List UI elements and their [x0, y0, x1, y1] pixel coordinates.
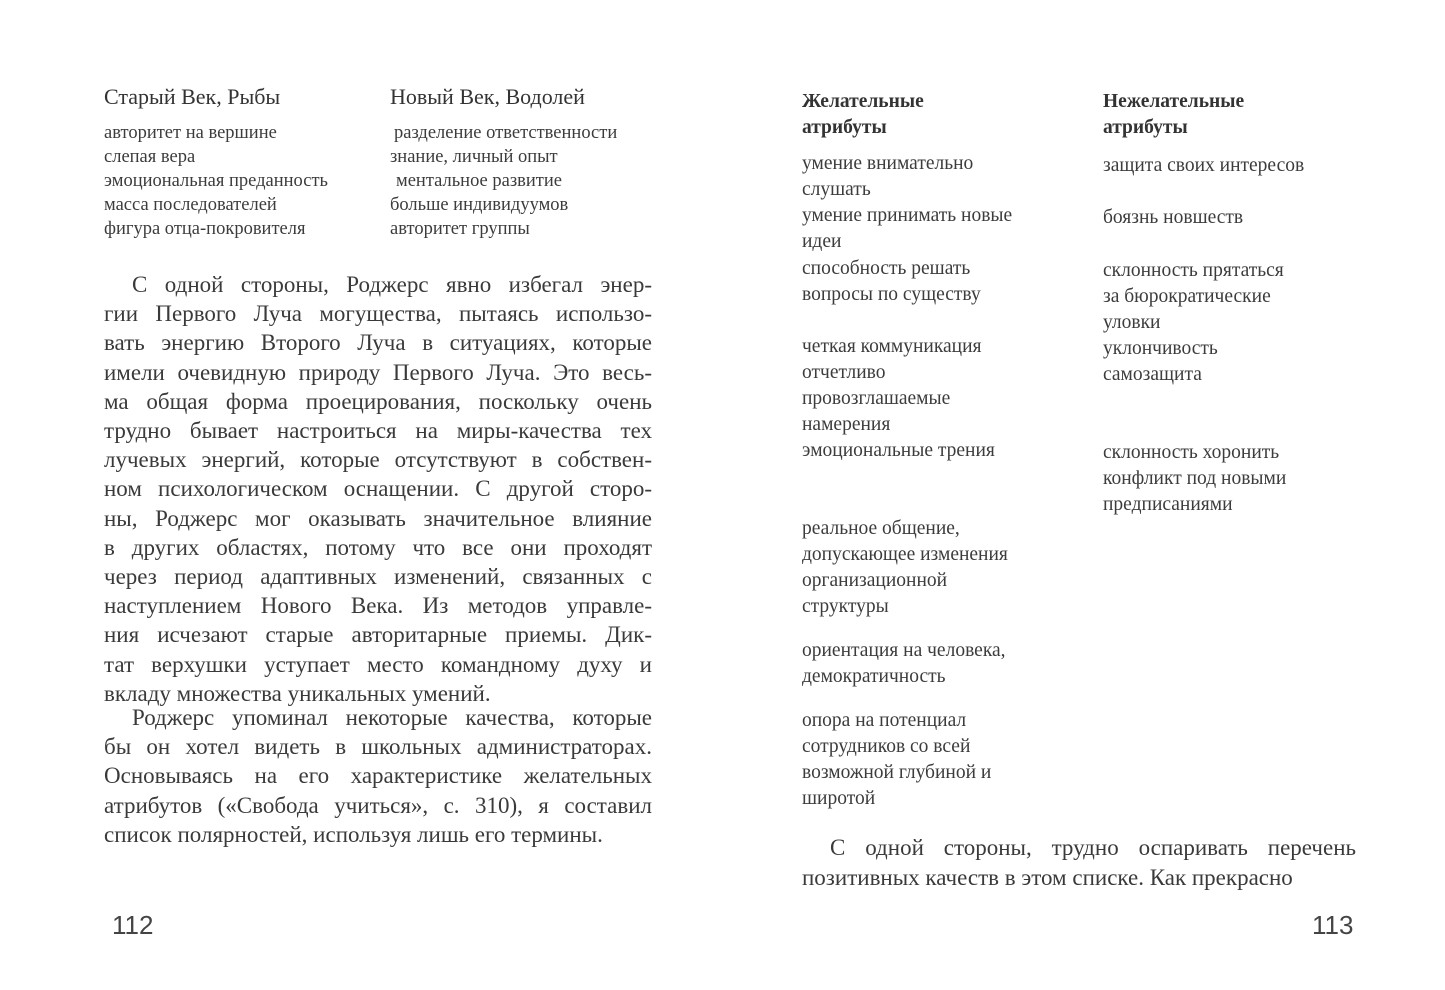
text-line: провозглашаемые	[802, 388, 951, 409]
text-line: атрибуты	[802, 117, 887, 138]
closing-paragraph	[802, 833, 1356, 892]
text-line: сотрудников со всей	[802, 736, 971, 757]
right-page	[722, 0, 1445, 990]
text-line: тат верхушки уступает место командному духу и	[104, 651, 652, 677]
text-line: умение внимательно	[802, 153, 974, 174]
list-item: знание, личный опыт	[390, 147, 558, 167]
undesirable-item	[1103, 153, 1383, 179]
text-line: позитивных качеств в этом списке. Как прекрасно	[802, 864, 1293, 890]
text-line: эмоциональные трения	[802, 440, 995, 461]
page-number: 113	[1312, 910, 1354, 940]
list-item: больше индивидуумов	[390, 195, 569, 215]
text-line: умение принимать новые	[802, 205, 1013, 226]
undesirable-item	[1103, 336, 1383, 362]
body-paragraph-1	[104, 270, 652, 708]
left-page	[0, 0, 722, 990]
text-line: ма общая форма проецирования, поскольку очень	[104, 388, 652, 414]
text-line: вать энергию Второго Луча в ситуациях, которые	[104, 330, 652, 356]
text-line: в других областях, потому что все они проходят	[104, 534, 652, 560]
text-line: организационной	[802, 570, 948, 591]
text-line: вкладу множества уникальных умений.	[104, 680, 491, 706]
text-line: способность решать	[802, 258, 971, 279]
text-line: уклончивость	[1103, 338, 1218, 359]
desirable-item	[802, 256, 1077, 308]
text-line: предписаниями	[1103, 494, 1233, 515]
undesirable-item	[1103, 205, 1383, 231]
text-line: демократичность	[802, 666, 946, 687]
list-item: авторитет группы	[390, 219, 530, 239]
text-line: атрибуты	[1103, 117, 1188, 138]
text-line: ны, Роджерс мог оказывать значительное влияние	[104, 505, 652, 531]
text-line: конфликт под новыми	[1103, 468, 1287, 489]
text-line: С одной стороны, трудно оспаривать перечень	[830, 835, 1356, 860]
desirable-item	[802, 708, 1077, 812]
text-line: возможной глубиной и	[802, 762, 992, 783]
text-line: имели очевидную природу Первого Луча. Это весь-	[104, 359, 652, 385]
text-line: отчетливо	[802, 362, 886, 383]
desirable-item	[802, 151, 1077, 203]
page-number: 112	[112, 910, 154, 940]
text-line: опора на потенциал	[802, 710, 967, 731]
text-line: боязнь новшеств	[1103, 207, 1244, 228]
text-line: ном психологическом оснащении. С другой сторо-	[104, 476, 652, 502]
undesirable-heading	[1103, 89, 1303, 141]
text-line: склонность прятаться	[1103, 260, 1284, 281]
text-line: допускающее изменения	[802, 544, 1008, 565]
text-line: Основываясь на его характеристике желательных	[104, 763, 652, 789]
old-age-list	[104, 121, 384, 241]
undesirable-item	[1103, 440, 1383, 518]
new-age-heading: Новый Век, Водолей	[390, 84, 585, 109]
text-line: вопросы по существу	[802, 284, 981, 305]
text-line: слушать	[802, 179, 871, 200]
desirable-item	[802, 638, 1077, 690]
list-item: фигура отца-покровителя	[104, 219, 306, 239]
text-line: Желательные	[802, 91, 924, 112]
body-paragraph-2	[104, 703, 652, 849]
text-line: ния исчезают старые авторитарные приемы. Дик-	[104, 622, 652, 648]
list-item: ментальное развитие	[396, 171, 562, 191]
undesirable-item	[1103, 362, 1383, 388]
text-line: атрибутов («Свобода учиться», с. 310), я составил	[104, 792, 652, 818]
list-item: авторитет на вершине	[104, 123, 277, 143]
text-line: уловки	[1103, 312, 1161, 333]
old-age-heading: Старый Век, Рыбы	[104, 84, 281, 109]
text-line: реальное общение,	[802, 518, 960, 539]
desirable-item	[802, 438, 1077, 464]
text-line: список полярностей, используя лишь его термины.	[104, 821, 603, 847]
list-item: слепая вера	[104, 147, 196, 167]
text-line: через период адаптивных изменений, связанных с	[104, 564, 652, 590]
text-line: за бюрократические	[1103, 286, 1271, 307]
text-line: лучевых энергий, которые отсутствуют в собствен-	[104, 447, 652, 473]
text-line: наступлением Нового Века. Из методов управле-	[104, 593, 652, 619]
text-line: ориентация на человека,	[802, 640, 1006, 661]
list-item: масса последователей	[104, 195, 277, 215]
desirable-item	[802, 516, 1077, 620]
desirable-item	[802, 203, 1077, 255]
desirable-heading	[802, 89, 1002, 141]
list-item: эмоциональная преданность	[104, 171, 328, 191]
desirable-item	[802, 334, 1077, 438]
text-line: широтой	[802, 788, 876, 809]
text-line: самозащита	[1103, 364, 1202, 385]
text-line: защита своих интересов	[1103, 155, 1305, 176]
text-line: трудно бывает настроиться на миры-качества тех	[104, 418, 652, 444]
text-line: бы он хотел видеть в школьных администраторах.	[104, 734, 652, 760]
undesirable-item	[1103, 258, 1383, 336]
text-line: намерения	[802, 414, 891, 435]
text-line: С одной стороны, Роджерс явно избегал энер-	[132, 272, 652, 297]
text-line: структуры	[802, 596, 889, 617]
text-line: четкая коммуникация	[802, 336, 982, 357]
text-line: Нежелательные	[1103, 91, 1245, 112]
list-item: разделение ответственности	[394, 123, 618, 143]
text-line: Роджерс упоминал некоторые качества, которые	[132, 705, 652, 730]
text-line: склонность хоронить	[1103, 442, 1280, 463]
text-line: гии Первого Луча могущества, пытаясь использо-	[104, 301, 652, 327]
new-age-list	[390, 121, 660, 241]
text-line: идеи	[802, 231, 842, 252]
